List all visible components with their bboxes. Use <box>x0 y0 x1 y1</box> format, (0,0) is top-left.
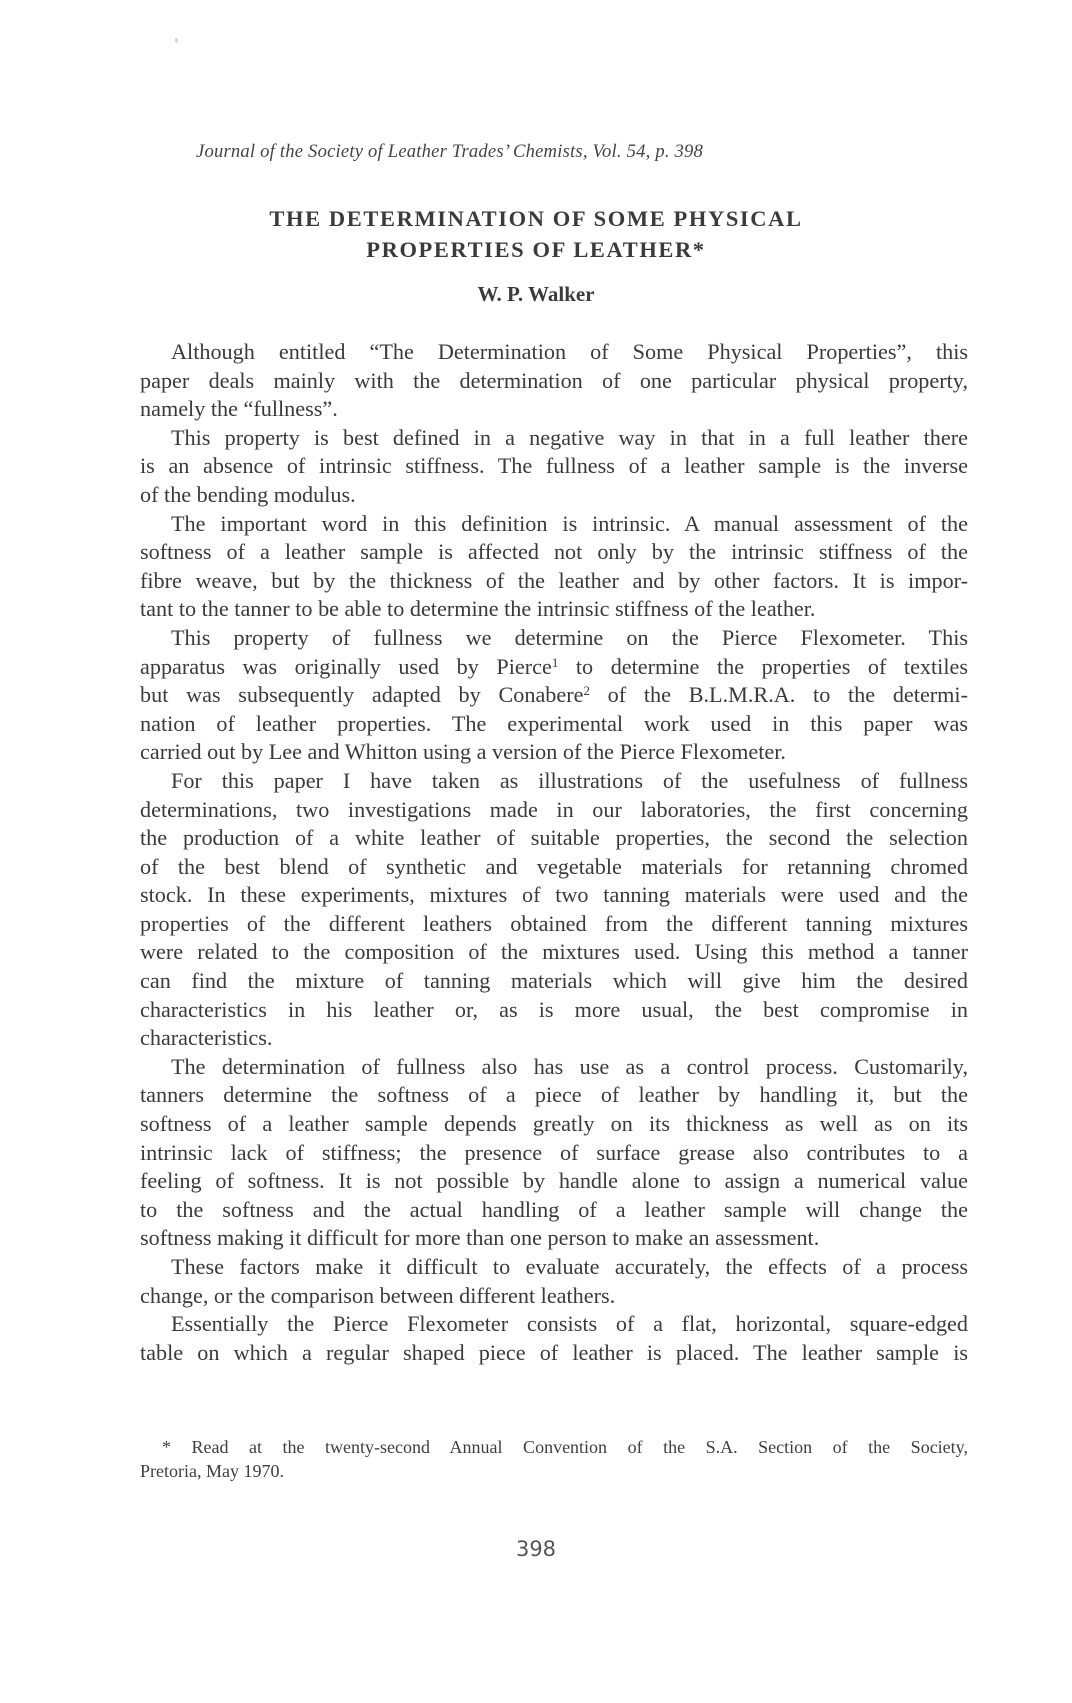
footnote <box>140 1435 968 1483</box>
paragraph-4 <box>140 624 968 767</box>
title-line-2: PROPERTIES OF LEATHER* <box>366 237 706 262</box>
body-line: For this paper I have taken as illustrations of the usefulness of fullness <box>171 767 968 793</box>
body-line: change, or the comparison between different leathers. <box>140 1282 616 1308</box>
body-line: softness of a leather sample depends greatly on its thickness as well as on its <box>140 1111 968 1137</box>
author-name: W. P. Walker <box>477 282 595 306</box>
body-line: of the best blend of synthetic and vegetable materials for retanning chromed <box>140 853 968 879</box>
paragraph-2 <box>140 424 968 510</box>
body-line <box>140 681 968 710</box>
body-line: properties of the different leathers obtained from the different tanning mixtures <box>140 910 968 936</box>
running-head: Journal of the Society of Leather Trades’ Chemists, Vol. 54, p. 398 <box>196 141 704 162</box>
body-line: intrinsic lack of stiffness; the presence of surface grease also contributes to a <box>140 1139 968 1165</box>
body-line: feeling of softness. It is not possible by handle alone to assign a numerical value <box>140 1168 968 1194</box>
body-line: Essentially the Pierce Flexometer consists of a flat, horizontal, square-edged <box>171 1311 968 1337</box>
paragraph-5 <box>140 767 968 1053</box>
body-line: characteristics. <box>140 1025 273 1051</box>
body-text: but was subsequently adapted by Conabere <box>140 682 584 708</box>
body-line: can find the mixture of tanning materials which will give him the desired <box>140 968 968 994</box>
body-line: tanners determine the softness of a piece of leather by handling it, but the <box>140 1082 968 1108</box>
article-title <box>0 203 1072 265</box>
article-body <box>140 338 968 1367</box>
body-line: softness making it difficult for more than one person to make an assessment. <box>140 1225 820 1251</box>
body-line: nation of leather properties. The experimental work used in this paper was <box>140 710 968 736</box>
body-line: softness of a leather sample is affected not only by the intrinsic stiffness of the <box>140 539 968 565</box>
body-line: Although entitled “The Determination of Some Physical Properties”, this <box>171 339 968 364</box>
body-line: These factors make it difficult to evaluate accurately, the effects of a process <box>171 1254 968 1279</box>
body-text: of the B.L.M.R.A. to the determi- <box>589 682 968 708</box>
body-line: the production of a white leather of suitable properties, the second the selection <box>140 825 968 851</box>
footnote-line: Pretoria, May 1970. <box>140 1461 284 1481</box>
scan-speck <box>175 38 178 43</box>
body-line: were related to the composition of the mixtures used. Using this method a tanner <box>140 939 968 965</box>
title-line-1: THE DETERMINATION OF SOME PHYSICAL <box>269 206 803 231</box>
paragraph-1 <box>140 338 968 424</box>
paragraph-3 <box>140 510 968 624</box>
body-line: The important word in this definition is intrinsic. A manual assessment of the <box>171 510 968 536</box>
body-line: determinations, two investigations made in our laboratories, the first concerning <box>140 796 968 822</box>
body-line: The determination of fullness also has use as a control process. Customarily, <box>171 1053 968 1079</box>
paragraph-8 <box>140 1310 968 1367</box>
reference-1[interactable]: 1 <box>551 654 559 670</box>
body-line: of the bending modulus. <box>140 481 356 507</box>
body-line: characteristics in his leather or, as is more usual, the best compromise in <box>140 996 968 1022</box>
paragraph-6 <box>140 1053 968 1253</box>
reference-2[interactable]: 2 <box>583 683 590 699</box>
page-number: 398 <box>515 1537 557 1561</box>
footnote-line: * Read at the twenty-second Annual Convention of the S.A. Section of the Society, <box>162 1437 968 1457</box>
body-line: This property is best defined in a negative way in that in a full leather there <box>171 424 968 450</box>
body-line: stock. In these experiments, mixtures of two tanning materials were used and the <box>140 882 968 908</box>
body-line: This property of fullness we determine on the Pierce Flexometer. This <box>171 624 968 650</box>
body-line: to the softness and the actual handling of a leather sample will change the <box>140 1196 968 1222</box>
paragraph-7 <box>140 1253 968 1310</box>
body-line: tant to the tanner to be able to determine the intrinsic stiffness of the leather. <box>140 596 816 622</box>
body-text: to determine the properties of textiles <box>558 653 968 679</box>
body-line: table on which a regular shaped piece of leather is placed. The leather sample is <box>140 1339 968 1365</box>
body-line: paper deals mainly with the determination of one particular physical property, <box>140 367 968 393</box>
body-line: carried out by Lee and Whitton using a version of the Pierce Flexometer. <box>140 739 786 765</box>
body-line: is an absence of intrinsic stiffness. The fullness of a leather sample is the inverse <box>140 453 968 479</box>
body-text: apparatus was originally used by Pierce <box>140 653 552 679</box>
body-line: namely the “fullness”. <box>140 396 338 422</box>
body-line: fibre weave, but by the thickness of the leather and by other factors. It is impor- <box>140 567 968 593</box>
body-line <box>140 653 968 682</box>
